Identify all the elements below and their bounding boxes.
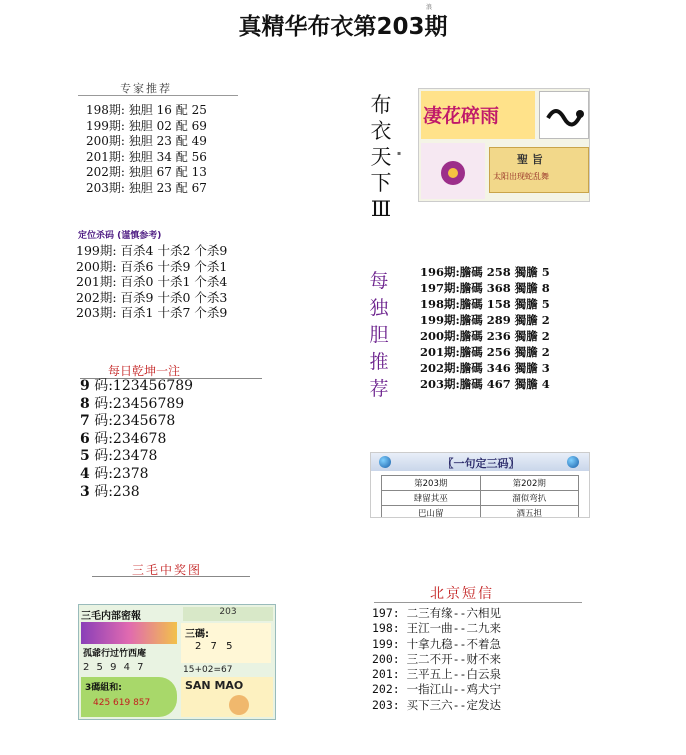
three-hair-divider: [92, 576, 250, 577]
table-row: [382, 476, 579, 491]
list-item: 7 码:2345678: [80, 413, 176, 430]
table-row: [382, 491, 579, 506]
collage-header: 三毛内部密報: [81, 611, 141, 622]
collage-flower-decor: [229, 695, 249, 715]
banner-title: 凄花碎雨: [423, 105, 500, 127]
collage-banner-text: 孤爺行过竹西庵: [83, 649, 147, 659]
list-item: 202期: 百杀9 十杀0 个杀3: [76, 289, 228, 305]
list-item: 197: 二三有缘--六相见: [372, 606, 501, 620]
list-item: 197期:膽碼 368 獨膽 8: [420, 281, 550, 295]
positional-list: [76, 243, 227, 321]
collage-brand: SAN MAO: [185, 679, 244, 692]
collage-combo-value: 425 619 857: [93, 698, 151, 708]
table-row: [382, 506, 579, 519]
collage-banner-image: [81, 622, 177, 644]
banner-caption: 太阳出现蛇乱舞: [493, 172, 549, 181]
table-cell: 酒五担: [480, 506, 579, 519]
list-item: 201期: 百杀0 十杀1 个杀4: [76, 274, 228, 289]
collage-combo-label: 3碼組和:: [85, 683, 122, 693]
list-item: 202期:膽碼 346 獨膽 3: [420, 361, 550, 375]
list-item: 3 码:238: [80, 483, 140, 500]
flower-icon: [421, 143, 485, 199]
expert-picks-title: 专家推荐: [120, 82, 172, 95]
list-item: 199期: 独胆 02 配 69: [86, 118, 207, 133]
globe-icon: [379, 456, 391, 468]
list-item: 196期:膽碼 258 獨膽 5: [420, 265, 550, 279]
collage-formula: 15+02=67: [183, 665, 233, 675]
table-cell: 巴山留: [382, 506, 481, 519]
list-item: 6 码:234678: [80, 430, 167, 447]
title-side-mark: 浪: [426, 4, 433, 11]
one-sentence-box: [370, 452, 590, 518]
banner-snake-box: [539, 91, 589, 139]
table-cell: 溜似弯扒: [480, 491, 579, 506]
list-item: 199期:膽碼 289 獨膽 2: [420, 313, 550, 327]
list-item: 200: 三二不开--财不来: [372, 651, 501, 666]
daily-dan-list: [420, 264, 550, 392]
beijing-divider: [374, 602, 582, 603]
list-item: 203: 买下三六--定发达: [372, 697, 501, 712]
beijing-title: 北京短信: [430, 586, 494, 602]
collage-period: 203: [183, 607, 273, 621]
daily-list: [80, 378, 193, 501]
list-item: 200期: 独胆 23 配 49: [86, 134, 207, 148]
banner-sub-label: 聖 旨: [517, 153, 543, 166]
beijing-list: [372, 606, 501, 713]
list-item: 5 码:23478: [80, 448, 158, 465]
globe-icon: [567, 456, 579, 468]
list-item: 198期: 独胆 16 配 25: [86, 103, 207, 117]
list-item: 198期:膽碼 158 獨膽 5: [420, 297, 550, 311]
list-item: 201: 三平五上--白云泉: [372, 667, 501, 682]
list-item: 201期: 独胆 34 配 56: [86, 149, 207, 164]
positional-title: 定位杀码 (谨慎参考): [78, 231, 162, 241]
list-item: 202期: 独胆 67 配 13: [86, 165, 207, 179]
list-item: 8 码:23456789: [80, 395, 185, 412]
list-item: 198: 王江一曲--二九来: [372, 621, 501, 636]
list-item: 203期: 百杀1 十杀7 个杀9: [76, 305, 228, 320]
banner-flower-box: [421, 143, 485, 199]
buyi-side-mark: ▪: [397, 150, 402, 157]
buyi-banner: [418, 88, 590, 202]
list-item: 9 码:123456789: [80, 378, 194, 394]
table-cell: 第202期: [480, 476, 579, 491]
collage-three-code-label: 三碼:: [185, 629, 209, 640]
list-item: 201期:膽碼 256 獨膽 2: [420, 345, 550, 359]
collage-digits-row: 2 5 9 4 7: [83, 662, 146, 673]
page-title: 真精华布衣第203期: [238, 14, 448, 40]
list-item: 4 码:2378: [80, 465, 149, 482]
list-item: 203期: 独胆 23 配 67: [86, 180, 207, 195]
table-cell: 肆留其巫: [382, 491, 481, 506]
expert-picks-divider: [78, 95, 238, 96]
list-item: 202: 一指江山--鸡犬宁: [372, 682, 501, 697]
list-item: 200期: 百杀6 十杀9 个杀1: [76, 258, 228, 274]
list-item: 203期:膽碼 467 獨膽 4: [420, 377, 550, 391]
expert-picks-list: [86, 103, 207, 196]
collage-three-code-value: 2 7 5: [195, 641, 236, 652]
one-sentence-title: 〖一句定三码〗: [442, 457, 520, 470]
daily-dan-vertical-title: 每 独 胆 推 荐: [369, 270, 389, 400]
list-item: 199: 十拿九稳--不着急: [372, 636, 501, 651]
snake-icon: [540, 92, 588, 138]
three-hair-collage: [78, 604, 276, 720]
daily-title: 每日乾坤一注: [108, 364, 181, 378]
table-cell: 第203期: [382, 476, 481, 491]
three-hair-title: 三毛中奖图: [132, 563, 203, 577]
buyi-vertical-title: 布 衣 天 下 Ⅲ: [370, 93, 392, 221]
list-item: 199期: 百杀4 十杀2 个杀9: [76, 243, 228, 258]
list-item: 200期:膽碼 236 獨膽 2: [420, 329, 550, 343]
one-sentence-table: [381, 475, 579, 518]
